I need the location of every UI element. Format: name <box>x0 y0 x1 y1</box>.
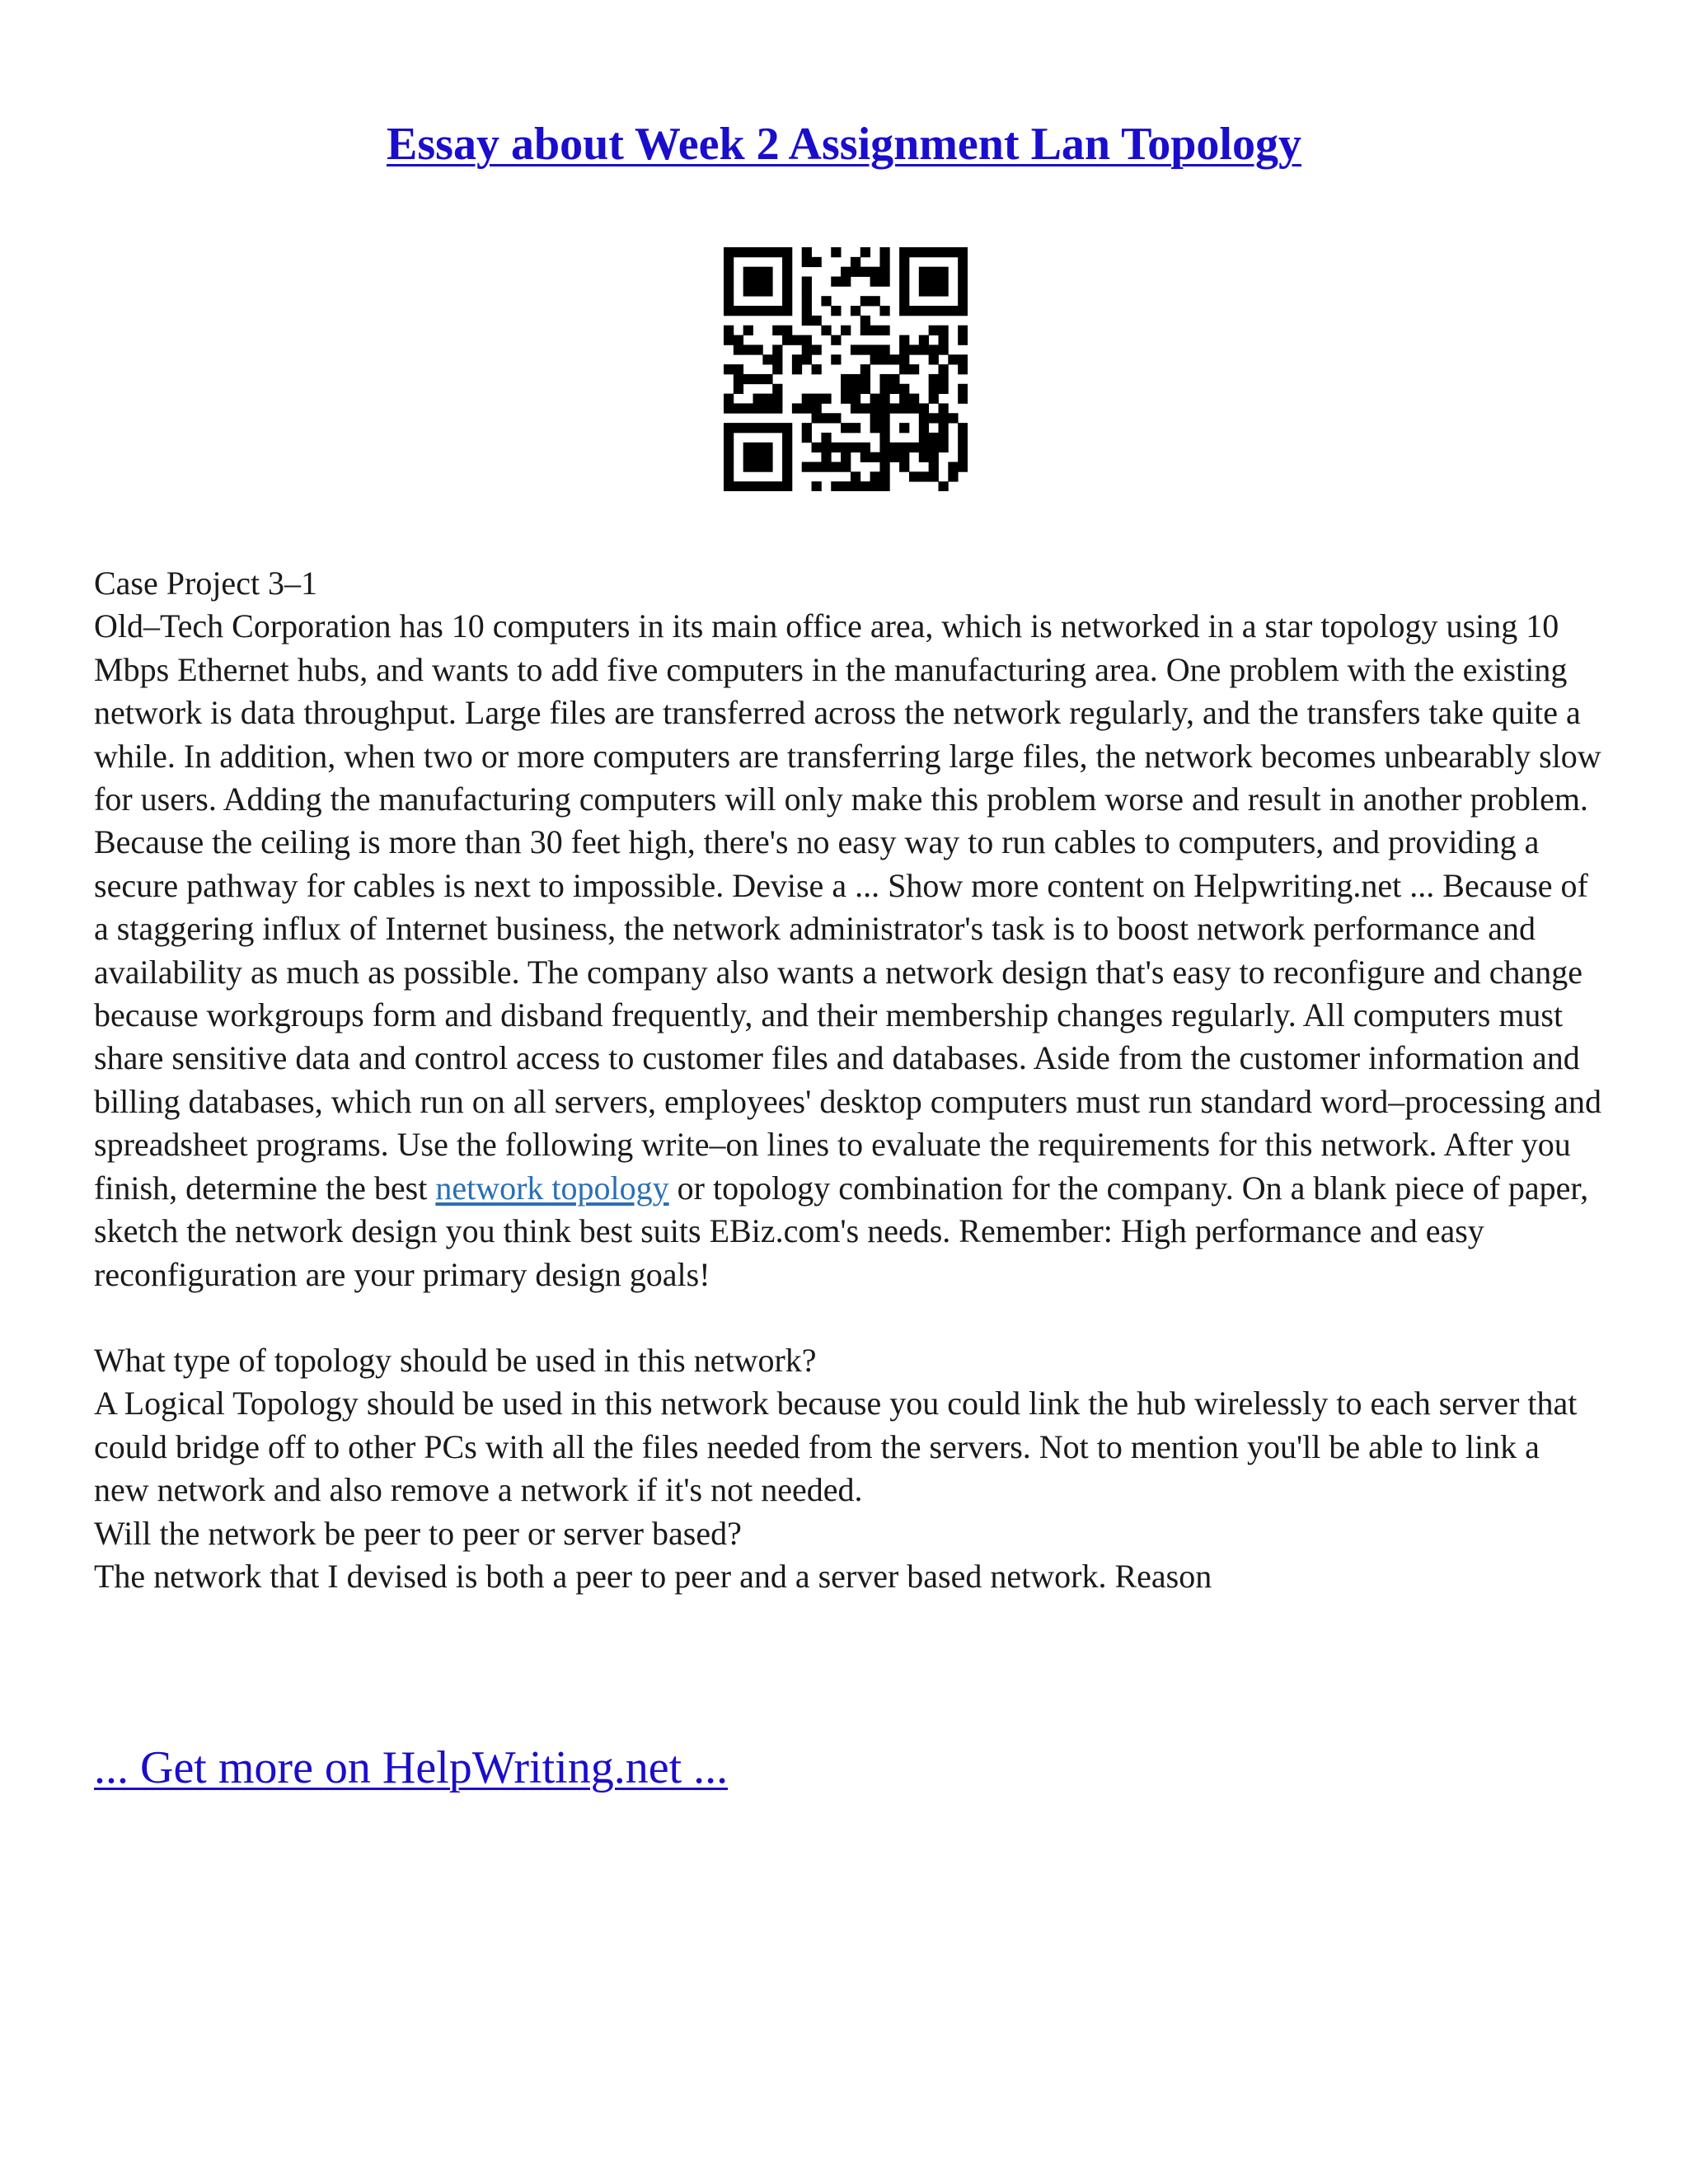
qr-code-icon <box>724 247 968 491</box>
paragraph-text-after-link: or topology combination for the company. On a blank piece of paper, sketch the network design you think best suits EBiz.com's needs. Remember: High performance and easy reconfiguration are your primary design goals! <box>94 1169 1589 1293</box>
paragraph-text-before-link: Old–Tech Corporation has 10 computers in its main office area, which is networked in a star topology using 10 Mbps Ethernet hubs, and wants to add five computers in the manufacturing area. One problem with the existing network is data throughput. Large files are transferred across the network regularly, and the transfers take quite a while. In addition, when two or more computers are transferring large files, the network becomes unbearably slow for users. Adding the manufacturing computers will only make this problem worse and result in another problem. Because the ceiling is more than 30 feet high, there's no easy way to run cables to computers, and providing a secure pathway for cables is next to impossible. Devise a ... Show more content on Helpwriting.net ... Because of a staggering influx of Internet business, the network administrator's task is to boost network performance and availability as much as possible. The company also wants a network design that's easy to reconfigure and change because workgroups form and disband frequently, and their membership changes regularly. All computers must share sensitive data and control access to customer files and databases. Aside from the customer information and billing databases, which run on all servers, employees' desktop computers must run standard word–processing and spreadsheet programs. Use the following write–on lines to evaluate the requirements for this network. After you finish, determine the best <box>94 607 1602 1207</box>
get-more-link[interactable]: ... Get more on HelpWriting.net ... <box>94 1742 729 1793</box>
paragraph-case-description <box>94 605 1602 1296</box>
document-body <box>94 562 1602 1598</box>
network-topology-link[interactable]: network topology <box>435 1169 669 1207</box>
paragraph-gap <box>94 1296 1602 1339</box>
question-topology: What type of topology should be used in this network? <box>94 1341 817 1379</box>
answer-topology: A Logical Topology should be used in this network because you could link the hub wirelessly to each server that could bridge off to other PCs with all the files needed from the servers. Not to mention you'll be able to link a new network and also remove a network if it's not needed. <box>94 1385 1578 1509</box>
title-link[interactable]: Essay about Week 2 Assignment Lan Topology <box>387 119 1301 170</box>
case-project-label: Case Project 3–1 <box>94 565 318 602</box>
document-title <box>0 115 1688 173</box>
answer-network-type: The network that I devised is both a peer to peer and a server based network. Reason <box>94 1557 1212 1595</box>
question-network-type: Will the network be peer to peer or server based? <box>94 1514 742 1552</box>
get-more-section <box>94 1739 728 1797</box>
